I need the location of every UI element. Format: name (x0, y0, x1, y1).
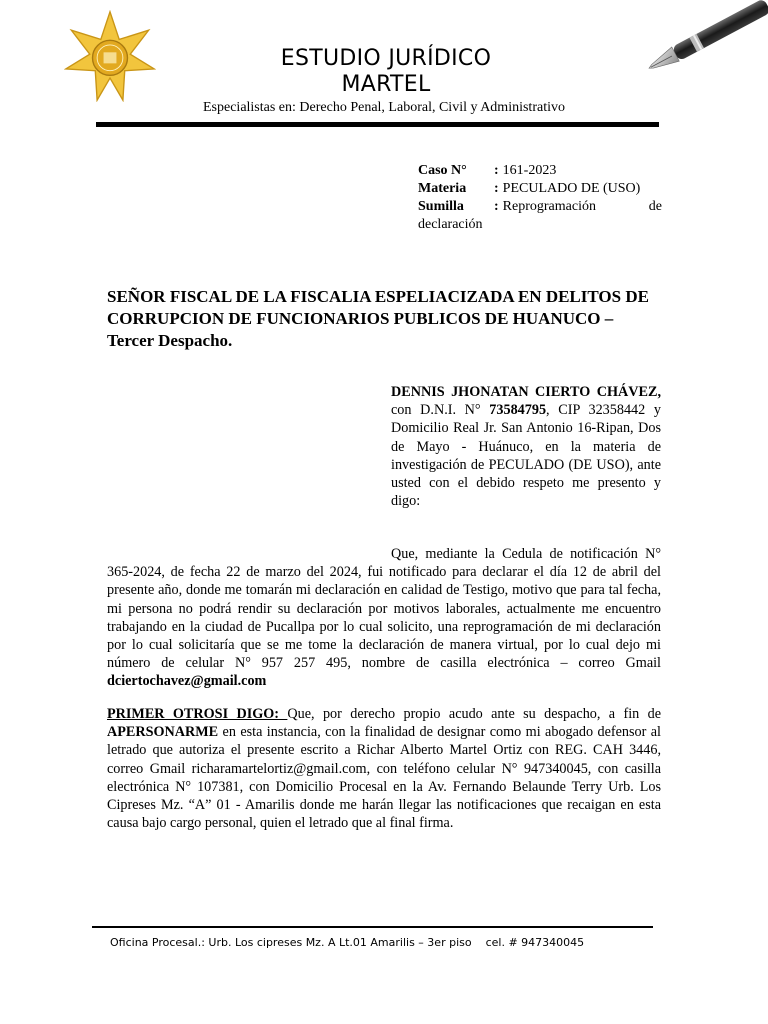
sumilla-row: Sumilla : Reprogramación de (418, 199, 662, 214)
case-info-block (418, 162, 662, 234)
footer-office-address: Oficina Procesal.: Urb. Los cipreses Mz. A Lt.01 Amarilis – 3er piso cel. # 947340045 (110, 936, 585, 949)
case-number-value: 161-2023 (502, 163, 557, 178)
petitioner-name: DENNIS JHONATAN CIERTO CHÁVEZ, (391, 384, 661, 400)
petitioner-block (391, 383, 661, 510)
materia-label: Materia (418, 181, 467, 196)
paragraph-1-text: Que, mediante la Cedula de notificación N° 365-2024, de fecha 22 de marzo del 2024, fui notificado para declarar el día 12 de abril del presente año, donde me tomarán mi declaración en calidad de Testigo, motivo que para tal fecha, mi persona no podrá rendir su declaración por motivos laborales, actualmente me encuentro trabajando en la ciudad de Pucallpa por lo cual solicito, una reprogramación de mi declaración por lo cual solicitaría que se me tome la declaración de manera virtual, por lo cual dejo mi número de celular N° 957 257 495, nombre de casilla electrónica – correo Gmail (107, 546, 661, 672)
firm-title-line-1: ESTUDIO JURÍDICO (280, 46, 492, 71)
apersonarme-keyword: APERSONARME (107, 724, 219, 741)
sumilla-value-continued: declaración (418, 217, 483, 232)
sumilla-label: Sumilla (418, 199, 464, 214)
firm-subtitle: Especialistas en: Derecho Penal, Laboral, Civil y Administrativo (203, 100, 565, 115)
sumilla-value: Reprogramación de (502, 199, 662, 214)
materia-row: Materia : PECULADO DE (USO) (418, 180, 662, 198)
otrosi-heading: PRIMER OTROSI DIGO: (107, 706, 288, 722)
addressee-heading: SEÑOR FISCAL DE LA FISCALIA ESPELIACIZADA EN DELITOS DE CORRUPCION DE FUNCIONARIOS PUBLICOS DE HUANUCO – Tercer Despacho. (107, 287, 649, 350)
petitioner-dni: 73584795 (489, 402, 547, 419)
body-paragraph-2 (107, 705, 661, 832)
footer-divider (92, 926, 653, 928)
paragraph-2-text-b: en esta instancia, con la finalidad de designar como mi abogado defensor al letrado que autoriza el presente escrito a Richar Alberto Martel Ortiz con REG. CAH 3446, correo Gmail richaramartelortiz@gmail.com, con teléfono celular N° 947340045, con casilla electrónica N° 107381, con Domicilio Procesal en la Av. Fernando Belaunde Terry Urb. Los Cipreses Mz. “A” 01 - Amarilis donde me harán llegar las notificaciones que recaigan en esta causa bajo cargo personal, quien el letrado que al final firma. (107, 724, 661, 832)
firm-title-line-2: MARTEL (341, 72, 431, 97)
header-divider (96, 122, 659, 127)
materia-value: PECULADO DE (USO) (502, 181, 641, 196)
petitioner-email: dciertochavez@gmail.com (107, 673, 267, 690)
case-number-row: Caso N° : 161-2023 (418, 162, 662, 180)
petitioner-dni-prefix: con D.N.I. N° (391, 402, 490, 419)
case-number-label: Caso N° (418, 163, 467, 178)
paragraph-2-text-a: Que, por derecho propio acudo ante su despacho, a fin de (287, 706, 661, 722)
petitioner-details: , CIP 32358442 y Domicilio Real Jr. San Antonio 16-Ripan, Dos de Mayo - Huánuco, en la materia de investigación de PECULADO (DE USO), ante usted con el debido respeto me presento y digo: (391, 402, 661, 510)
body-paragraph-1 (107, 545, 661, 691)
